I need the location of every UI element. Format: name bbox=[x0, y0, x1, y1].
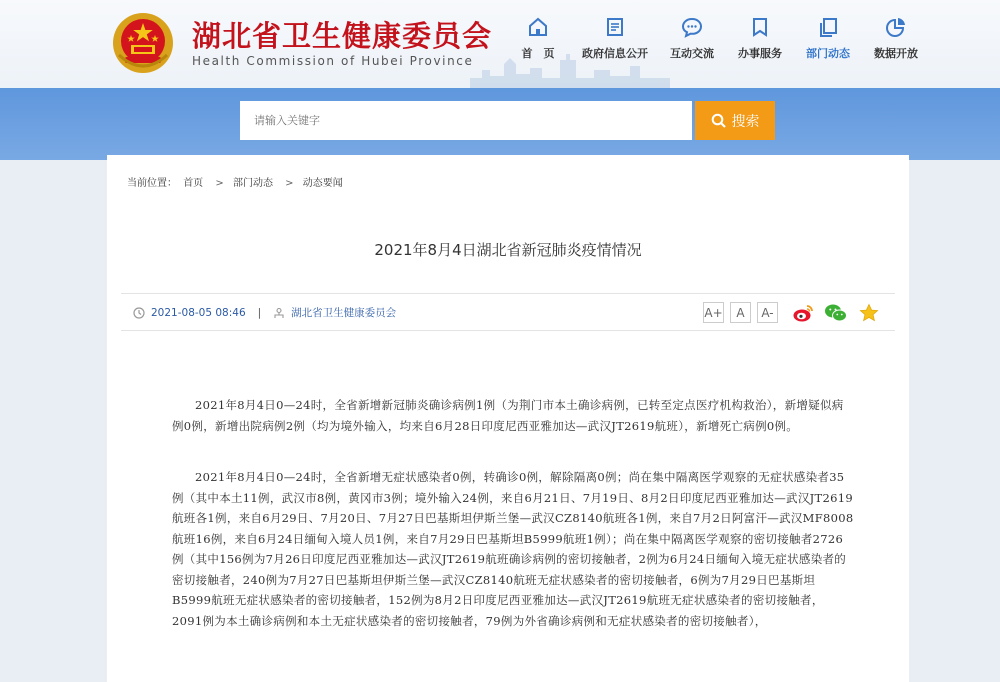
nav-label: 互动交流 bbox=[670, 47, 714, 60]
nav-item-department-news[interactable] bbox=[796, 16, 860, 61]
home-icon bbox=[527, 16, 549, 38]
weibo-icon bbox=[792, 303, 814, 323]
breadcrumb-prefix: 当前位置： bbox=[127, 178, 177, 189]
search-input[interactable] bbox=[240, 101, 692, 140]
search-icon bbox=[711, 113, 726, 128]
breadcrumb-separator: > bbox=[215, 178, 224, 189]
article-card bbox=[107, 155, 909, 682]
main-nav bbox=[506, 16, 932, 61]
site-title: 湖北省卫生健康委员会 bbox=[192, 19, 493, 53]
article-date: 2021-08-05 08:46 bbox=[151, 306, 246, 319]
font-increase-button[interactable]: A+ bbox=[703, 302, 724, 323]
chat-icon bbox=[681, 16, 703, 38]
breadcrumb-separator: > bbox=[285, 178, 294, 189]
wechat-icon bbox=[824, 303, 848, 323]
font-size-controls bbox=[703, 302, 784, 323]
copy-icon bbox=[817, 16, 839, 38]
weibo-share-button[interactable] bbox=[791, 301, 815, 325]
breadcrumb bbox=[127, 174, 346, 189]
nav-item-gov-info[interactable] bbox=[574, 16, 656, 61]
nav-item-home[interactable] bbox=[506, 16, 570, 61]
article-title: 2021年8月4日湖北省新冠肺炎疫情情况 bbox=[374, 241, 642, 259]
nav-label: 数据开放 bbox=[874, 47, 918, 60]
pie-chart-icon bbox=[885, 16, 907, 38]
font-default-button[interactable]: A bbox=[730, 302, 751, 323]
article-paragraph-1: 2021年8月4日0—24时，全省新增新冠肺炎确诊病例1例（为荆门市本土确诊病例，已转至定点医疗机构救治），新增疑似病例0例，新增出院病例2例（均为境外输入，均来自6月28日印度尼西亚雅加达—武汉JT2619航班），新增死亡病例0例。 bbox=[172, 398, 844, 433]
bookmark-icon bbox=[749, 16, 771, 38]
nav-label: 政府信息公开 bbox=[582, 47, 648, 60]
favorite-button[interactable] bbox=[857, 301, 881, 325]
national-emblem-logo bbox=[111, 11, 175, 75]
breadcrumb-news-highlights[interactable]: 动态要闻 bbox=[302, 178, 343, 189]
source-icon bbox=[273, 307, 285, 319]
nav-item-interaction[interactable] bbox=[660, 16, 724, 61]
breadcrumb-home[interactable]: 首页 bbox=[183, 178, 204, 189]
share-controls bbox=[791, 301, 890, 325]
font-decrease-button[interactable]: A- bbox=[757, 302, 778, 323]
article-source: 湖北省卫生健康委员会 bbox=[291, 307, 397, 319]
wechat-share-button[interactable] bbox=[824, 301, 848, 325]
site-header bbox=[0, 0, 1000, 88]
nav-item-services[interactable] bbox=[728, 16, 792, 61]
article-meta-bar bbox=[121, 293, 895, 331]
breadcrumb-department-news[interactable]: 部门动态 bbox=[232, 178, 273, 189]
meta-divider: | bbox=[257, 306, 262, 319]
search-button[interactable] bbox=[695, 101, 775, 140]
nav-label: 首 页 bbox=[521, 47, 555, 60]
site-subtitle: Health Commission of Hubei Province bbox=[192, 54, 474, 68]
document-icon bbox=[604, 16, 626, 38]
clock-icon bbox=[133, 307, 145, 319]
nav-label: 办事服务 bbox=[738, 47, 782, 60]
favorite-star-icon bbox=[859, 303, 879, 323]
article-meta bbox=[133, 305, 396, 320]
nav-label: 部门动态 bbox=[806, 47, 850, 60]
nav-item-open-data[interactable] bbox=[864, 16, 928, 61]
search-button-label: 搜索 bbox=[731, 113, 760, 130]
article-paragraph-2: 2021年8月4日0—24时，全省新增无症状感染者0例，转确诊0例，解除隔离0例；尚在集中隔离医学观察的无症状感染者35例（其中本土11例，武汉市8例，黄冈市3例；境外输入24例，来自6月21日、7月19日、8月2日印度尼西亚雅加达—武汉JT2619航班各1例，来自6月29日、7月20日、7月27日巴基斯坦伊斯兰堡—武汉CZ8140航班各1例，来自7月2日阿富汗—武汉MF8008航班16例，来自6月24日缅甸入境人员1例，来自7月29日巴基斯坦B5999航班1例）；尚在集中隔离医学观察的密切接触者2726例（其中156例为7月26日印度尼西亚雅加达—武汉JT2619航班确诊病例的密切接触者，2例为6月24日缅甸入境无症状感染者的密切接触者，240例为7月27日巴基斯坦伊斯兰堡—武汉CZ8140航班无症状感染者的密切接触者，6例为7月29日巴基斯坦B5999航班无症状感染者的密切接触者，152例为8月2日印度尼西亚雅加达—武汉JT2619航班无症状感染者的密切接触者，2091例为本土确诊病例和本土无症状感染者的密切接触者，79例为外省确诊病例和无症状感染者的密切接触者）， bbox=[172, 470, 854, 628]
